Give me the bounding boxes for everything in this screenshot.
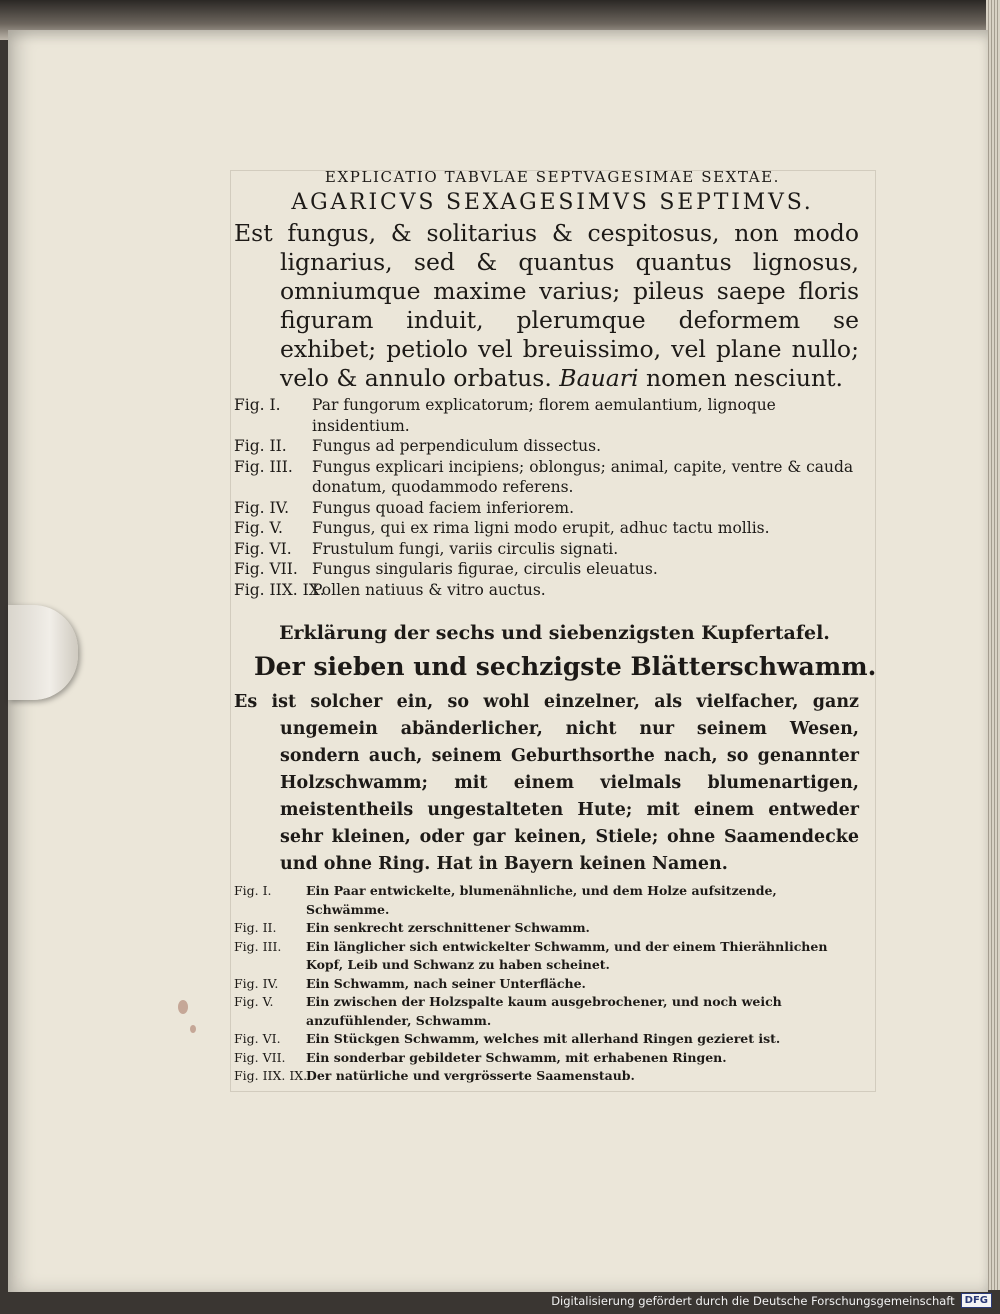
german-figure-item bbox=[234, 882, 859, 919]
figure-caption: Der natürliche und vergrösserte Saamenstaub. bbox=[306, 1068, 635, 1083]
figure-caption: Ein Stückgen Schwamm, welches mit allerhand Ringen gezieret ist. bbox=[306, 1031, 781, 1046]
latin-figure-list bbox=[234, 395, 859, 600]
figure-caption: Ein Schwamm, nach seiner Unterfläche. bbox=[306, 975, 586, 991]
figure-caption: Ein sonderbar gebildeter Schwamm, mit erhabenen Ringen. bbox=[306, 1049, 727, 1065]
german-figure-item bbox=[234, 919, 859, 938]
dfg-logo: DFG bbox=[961, 1293, 992, 1308]
german-figure-item bbox=[234, 1030, 859, 1049]
figure-number: Fig. V. bbox=[234, 994, 274, 1009]
latin-title: AGARICVS SEXAGESIMVS SEPTIMVS. bbox=[291, 190, 814, 215]
stain-mark bbox=[190, 1025, 196, 1033]
latin-figure-item bbox=[234, 518, 859, 539]
figure-caption: Ein zwischen der Holzspalte kaum ausgebrochener, und noch weich anzufühlender, Schwamm. bbox=[306, 994, 782, 1028]
german-title: Der sieben und sechzigste Blätterschwamm. bbox=[254, 652, 877, 681]
figure-caption: Fungus singularis figurae, circulis eleuatus. bbox=[312, 560, 658, 578]
german-figure-item bbox=[234, 938, 859, 975]
figure-number: Fig. IV. bbox=[234, 498, 290, 517]
latin-description-text: Est fungus, & solitarius & cespitosus, non modo lignarius, sed & quantus quantus lignosus, omniumque maxime varius; pileus saepe floris figuram induit, plerumque deformem se exhibet; petiolo vel breuissimo, vel plane nullo; velo & annulo orbatus. bbox=[234, 219, 859, 392]
figure-caption: Par fungorum explicatorum; florem aemulantium, lignoque insidentium. bbox=[312, 396, 776, 435]
figure-number: Fig. IIX. IX. bbox=[234, 580, 325, 599]
latin-figure-item bbox=[234, 498, 859, 519]
german-figure-item bbox=[234, 993, 859, 1030]
figure-number: Fig. VII. bbox=[234, 560, 298, 578]
figure-caption: Frustulum fungi, variis circulis signati. bbox=[312, 539, 619, 558]
german-description: Es ist solcher ein, so wohl einzelner, als vielfacher, ganz ungemein abänderlicher, nicht nur seinem Wesen, sondern auch, seinem Geburthsorthe nach, so genannter Holzschwamm; mit einem vielmals blumenartigen, meistentheils ungestalteten Hute; mit einem entweder sehr kleinen, oder gar keinen, Stiele; ohne Saamendecke und ohne Ring. Hat in Bayern keinen Namen. bbox=[234, 692, 859, 874]
figure-caption: Fungus explicari incipiens; oblongus; animal, capite, ventre & cauda donatum, quodammodo referens. bbox=[312, 457, 854, 496]
latin-figure-item bbox=[234, 436, 859, 457]
german-figure-item bbox=[234, 975, 859, 994]
page-clip bbox=[8, 605, 78, 700]
figure-number: Fig. III. bbox=[234, 457, 293, 476]
latin-figure-item bbox=[234, 559, 859, 580]
latin-header: EXPLICATIO TABVLAE SEPTVAGESIMAE SEXTAE. bbox=[324, 168, 781, 186]
figure-caption: Ein Paar entwickelte, blumenähnliche, und dem Holze aufsitzende, Schwämme. bbox=[306, 883, 777, 917]
german-figure-item bbox=[234, 1049, 859, 1068]
latin-figure-item bbox=[234, 580, 859, 601]
figure-number: Fig. II. bbox=[234, 437, 287, 455]
latin-description-end: nomen nesciunt. bbox=[645, 364, 844, 392]
figure-number: Fig. V. bbox=[234, 519, 283, 537]
figure-number: Fig. VI. bbox=[234, 1031, 281, 1046]
figure-caption: Ein länglicher sich entwickelter Schwamm, und der einem Thierähnlichen Kopf, Leib und Schwanz zu haben scheinet. bbox=[306, 938, 828, 972]
german-figure-list bbox=[234, 882, 859, 1086]
figure-caption: Fungus ad perpendiculum dissectus. bbox=[312, 437, 602, 455]
figure-caption: Ein senkrecht zerschnittener Schwamm. bbox=[306, 920, 590, 935]
figure-number: Fig. VII. bbox=[234, 1049, 286, 1065]
latin-figure-item bbox=[234, 395, 859, 436]
figure-number: Fig. IV. bbox=[234, 975, 279, 991]
funding-footer bbox=[551, 1293, 992, 1308]
figure-number: Fig. IIX. IX. bbox=[234, 1068, 308, 1083]
latin-figure-item bbox=[234, 539, 859, 560]
latin-italic-word: Bauari bbox=[559, 364, 639, 392]
figure-number: Fig. I. bbox=[234, 396, 281, 414]
book-fore-edge bbox=[986, 0, 1000, 1290]
figure-caption: Pollen natiuus & vitro auctus. bbox=[312, 580, 546, 599]
figure-number: Fig. VI. bbox=[234, 539, 292, 558]
figure-number: Fig. II. bbox=[234, 920, 277, 935]
stain-mark bbox=[178, 1000, 188, 1014]
figure-caption: Fungus, qui ex rima ligni modo erupit, adhuc tactu mollis. bbox=[312, 519, 770, 537]
page-text bbox=[234, 168, 877, 1086]
figure-caption: Fungus quoad faciem inferiorem. bbox=[312, 498, 575, 517]
figure-number: Fig. III. bbox=[234, 938, 282, 954]
german-figure-item bbox=[234, 1067, 859, 1086]
figure-number: Fig. I. bbox=[234, 883, 272, 898]
german-header: Erklärung der sechs und siebenzigsten Kupfertafel. bbox=[279, 622, 830, 644]
funding-credit: Digitalisierung gefördert durch die Deutsche Forschungsgemeinschaft bbox=[551, 1293, 955, 1308]
latin-description bbox=[234, 219, 859, 393]
latin-figure-item bbox=[234, 457, 859, 498]
